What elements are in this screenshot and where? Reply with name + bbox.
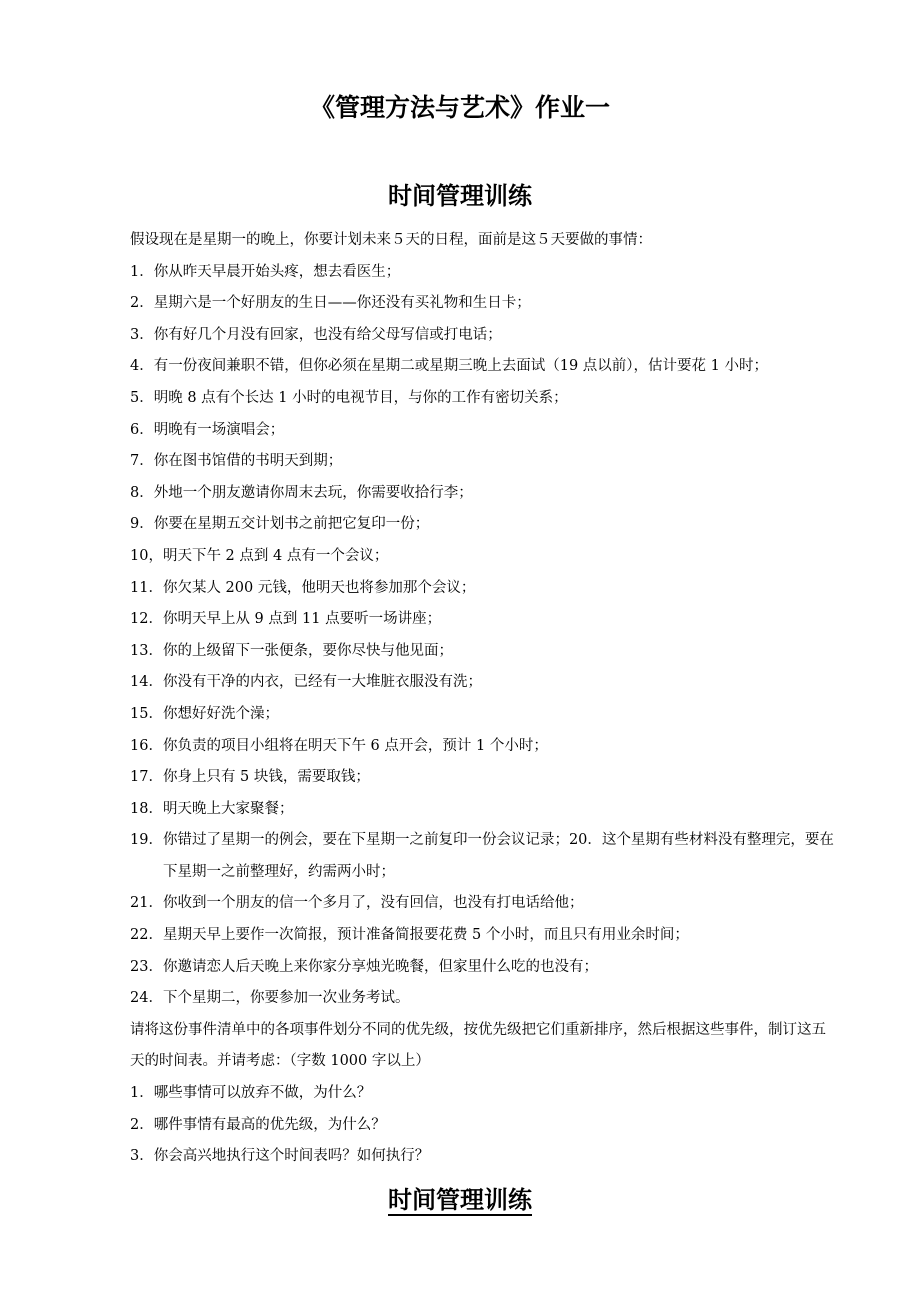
item-number: 15． xyxy=(130,705,163,722)
item-number: 11． xyxy=(130,579,163,596)
item-number: 5． xyxy=(130,389,154,406)
list-item xyxy=(130,351,840,383)
item-number: 1． xyxy=(130,263,154,280)
item-text: 你有好几个月没有回家，也没有给父母写信或打电话； xyxy=(153,326,502,343)
item-text: 你收到一个朋友的信一个多月了，没有回信，也没有打电话给他； xyxy=(162,895,584,912)
item-number: 4． xyxy=(130,358,154,375)
item-number: 18． xyxy=(130,800,163,817)
list-item xyxy=(130,478,840,510)
closing-section-title: 时间管理训练 xyxy=(388,1185,532,1214)
item-number: 19． xyxy=(130,832,163,849)
document-body xyxy=(130,225,840,1173)
list-item xyxy=(130,573,840,605)
list-item xyxy=(130,952,840,984)
item-number: 14． xyxy=(130,674,163,691)
question-text: 哪件事情有最高的优先级，为什么？ xyxy=(153,1116,386,1133)
item-text: 有一份夜间兼职不错，但你必须在星期二或星期三晚上去面试（19 点以前），估计要花 1 小时； xyxy=(153,358,768,375)
item-text: 外地一个朋友邀请你周末去玩，你需要收拾行李； xyxy=(153,484,473,501)
list-item xyxy=(130,320,840,352)
item-text: 星期天早上要作一次简报，预计准备简报要花费 5 个小时，而且只有用业余时间； xyxy=(162,927,689,944)
list-item xyxy=(130,541,840,573)
list-item xyxy=(130,667,840,699)
list-item xyxy=(130,920,840,952)
event-list xyxy=(130,257,840,1015)
question-text: 哪些事情可以放弃不做，为什么？ xyxy=(153,1085,372,1102)
list-item xyxy=(130,383,840,415)
item-number: 24． xyxy=(130,990,163,1007)
item-number: 10， xyxy=(130,547,163,564)
item-text: 星期六是一个好朋友的生日——你还没有买礼物和生日卡； xyxy=(153,295,531,312)
section-title: 时间管理训练 xyxy=(388,181,532,210)
question-list xyxy=(130,1078,840,1173)
list-item xyxy=(130,1078,840,1110)
item-text: 你负责的项目小组将在明天下午 6 点开会，预计 1 个小时； xyxy=(162,737,548,754)
item-number: 9． xyxy=(130,516,154,533)
item-text: 下个星期二，你要参加一次业务考试。 xyxy=(162,990,410,1007)
item-text: 你明天早上从 9 点到 11 点要听一场讲座； xyxy=(162,611,442,628)
list-item xyxy=(130,446,840,478)
item-text: 明天晚上大家聚餐； xyxy=(162,800,294,817)
item-text: 你要在星期五交计划书之前把它复印一份； xyxy=(153,516,430,533)
item-number: 17． xyxy=(130,769,163,786)
item-text: 明天下午 2 点到 4 点有一个会议； xyxy=(162,547,389,564)
question-number: 1． xyxy=(130,1085,154,1102)
question-number: 2． xyxy=(130,1116,154,1133)
list-item xyxy=(130,636,840,668)
item-number: 13． xyxy=(130,642,163,659)
item-text: 你在图书馆借的书明天到期； xyxy=(153,453,343,470)
item-text: 明晚有一场演唱会； xyxy=(153,421,285,438)
list-item xyxy=(130,888,840,920)
item-number: 21． xyxy=(130,895,163,912)
list-item xyxy=(130,1141,840,1173)
item-text: 你没有干净的内衣，已经有一大堆脏衣服没有洗； xyxy=(162,674,482,691)
list-item xyxy=(130,604,840,636)
instruction-paragraph: 请将这份事件清单中的各项事件划分不同的优先级，按优先级把它们重新排序，然后根据这些事件，制订这五天的时间表。并请考虑：（字数 1000 字以上） xyxy=(130,1021,826,1070)
list-item xyxy=(130,257,840,289)
list-item xyxy=(130,288,840,320)
list-item xyxy=(130,509,840,541)
item-number: 6． xyxy=(130,421,154,438)
item-text: 明晚 8 点有个长达 1 小时的电视节目，与你的工作有密切关系； xyxy=(153,389,568,406)
item-number: 3． xyxy=(130,326,154,343)
list-item xyxy=(130,731,840,763)
item-number: 8． xyxy=(130,484,154,501)
item-number: 2． xyxy=(130,295,154,312)
document-title: 《管理方法与艺术》作业一 xyxy=(309,93,610,122)
item-number: 22． xyxy=(130,927,163,944)
list-item xyxy=(130,1110,840,1142)
item-text: 你邀请恋人后天晚上来你家分享烛光晚餐，但家里什么吃的也没有； xyxy=(162,958,598,975)
item-text: 你错过了星期一的例会，要在下星期一之前复印一份会议记录；20．这个星期有些材料没有整理完，要在下星期一之前整理好，约需两小时； xyxy=(162,832,834,880)
item-number: 7． xyxy=(130,453,154,470)
item-text: 你想好好洗个澡； xyxy=(162,705,279,722)
item-number: 16． xyxy=(130,737,163,754)
item-number: 12． xyxy=(130,611,163,628)
list-item xyxy=(130,415,840,447)
question-text: 你会高兴地执行这个时间表吗？如何执行？ xyxy=(153,1148,430,1165)
list-item xyxy=(130,983,840,1015)
intro-paragraph: 假设现在是星期一的晚上，你要计划未来５天的日程，面前是这５天要做的事情： xyxy=(130,232,652,248)
item-text: 你身上只有 5 块钱，需要取钱； xyxy=(162,769,370,786)
question-number: 3． xyxy=(130,1148,154,1165)
list-item xyxy=(130,762,840,794)
item-text: 你从昨天早晨开始头疼，想去看医生； xyxy=(153,263,401,280)
list-item xyxy=(130,699,840,731)
list-item xyxy=(130,825,840,888)
item-text: 你欠某人 200 元钱，他明天也将参加那个会议； xyxy=(162,579,476,596)
item-number: 23． xyxy=(130,958,163,975)
item-text: 你的上级留下一张便条，要你尽快与他见面； xyxy=(162,642,453,659)
list-item xyxy=(130,794,840,826)
